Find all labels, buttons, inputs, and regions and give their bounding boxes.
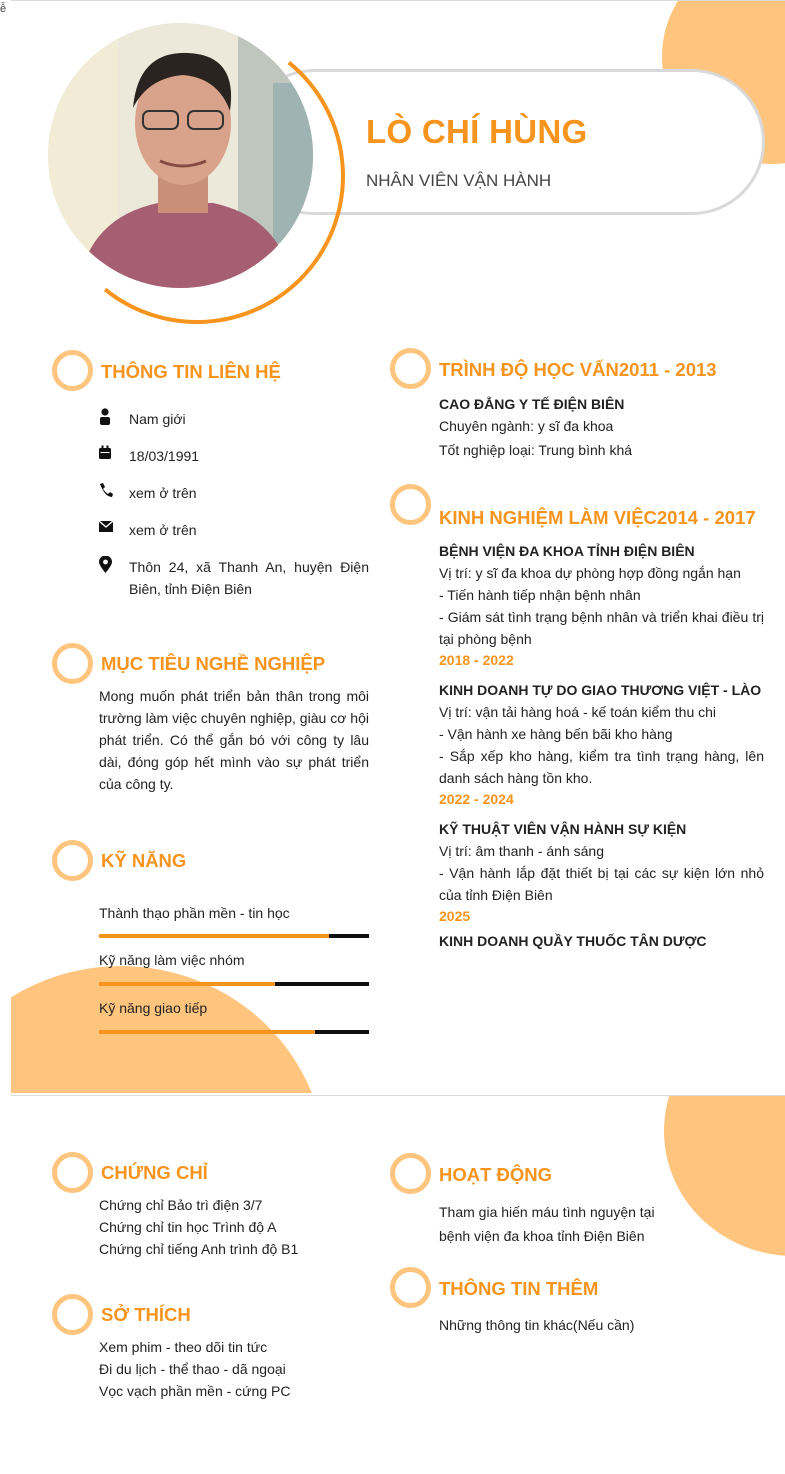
job-duty: - Giám sát tình trạng bệnh nhân và triển khai điều trị tại phòng bệnh (439, 609, 764, 647)
job-duty: - Vận hành xe hàng bến bãi kho hàng (439, 726, 673, 742)
skill-label: Kỹ năng giao tiếp (99, 1000, 208, 1016)
section-ring-icon (390, 484, 431, 525)
certificates-section-title: CHỨNG CHỈ (101, 1162, 208, 1183)
skill-bar (99, 934, 369, 938)
job-company: BỆNH VIỆN ĐA KHOA TỈNH ĐIỆN BIÊN (439, 543, 695, 559)
location-icon (99, 556, 129, 574)
objective-text: Mong muốn phát triển bản thân trong môi trường làm việc chuyên nghiệp, giàu cơ hội phát triển. Có thể gắn bó với công ty lâu dài, đóng góp hết mình vào sự phát triển của công ty. (99, 688, 369, 792)
person-icon (99, 408, 129, 426)
skill-bar-fill (99, 1030, 315, 1034)
contact-text: Thôn 24, xã Thanh An, huyện Điện Biên, tỉnh Điện Biên (129, 559, 369, 597)
skills-section-title: KỸ NĂNG (101, 850, 187, 871)
extra-text: Những thông tin khác(Nếu cần) (439, 1317, 635, 1333)
contact-birthday (99, 445, 369, 467)
stray-character: ễ (0, 3, 7, 15)
skill-label: Thành thạo phần mền - tin học (99, 905, 290, 921)
certificate-item: Chứng chỉ tin học Trình độ A (99, 1219, 277, 1235)
job-period: 2022 - 2024 (439, 791, 514, 807)
section-ring-icon (52, 840, 93, 881)
hobby-item: Xem phim - theo dõi tin tức (99, 1339, 268, 1355)
cv-page-1 (11, 0, 785, 1093)
candidate-job-title: NHÂN VIÊN VẬN HÀNH (366, 171, 552, 190)
decor-blob-right (664, 1095, 785, 1256)
section-ring-icon (52, 1294, 93, 1335)
activities-section-title: HOẠT ĐỘNG (439, 1164, 553, 1185)
profile-photo (48, 23, 313, 288)
hobbies-section-title: SỞ THÍCH (101, 1304, 191, 1325)
job-duty: - Sắp xếp kho hàng, kiểm tra tình trạng hàng, lên danh sách hàng tồn kho. (439, 748, 764, 786)
certificate-item: Chứng chỉ tiếng Anh trình độ B1 (99, 1241, 299, 1257)
phone-icon (99, 482, 129, 500)
calendar-icon (99, 445, 129, 463)
section-ring-icon (52, 643, 93, 684)
cv-page-2 (11, 1095, 785, 1474)
candidate-name: LÒ CHÍ HÙNG (366, 113, 588, 150)
hobby-item: Đi du lịch - thể thao - dã ngoại (99, 1361, 286, 1377)
certificate-item: Chứng chỉ Bảo trì điện 3/7 (99, 1197, 263, 1213)
job-duty: - Vận hành lắp đặt thiết bị tại các sự kiện lớn nhỏ của tỉnh Điện Biên (439, 865, 764, 903)
contact-text: Nam giới (129, 411, 186, 427)
skill-bar-fill (99, 982, 275, 986)
job-duty: - Tiến hành tiếp nhận bệnh nhân (439, 587, 641, 603)
activities-text: Tham gia hiến máu tình nguyện tại bệnh viện đa khoa tỉnh Điện Biên (439, 1204, 655, 1244)
job-company: KINH DOANH TỰ DO GIAO THƯƠNG VIỆT - LÀO (439, 682, 762, 698)
education-section-title: TRÌNH ĐỘ HỌC VẤN2011 - 2013 (439, 359, 717, 380)
contact-gender (99, 408, 369, 430)
education-major: Chuyên ngành: y sĩ đa khoa (439, 418, 614, 434)
job-position: Vị trí: vận tải hàng hoá - kế toán kiểm thu chi (439, 704, 717, 720)
contact-section-title: THÔNG TIN LIÊN HỆ (101, 361, 281, 382)
job-position: Vị trí: âm thanh - ánh sáng (439, 843, 604, 859)
education-grade: Tốt nghiệp loại: Trung bình khá (439, 442, 633, 458)
skill-label: Kỹ năng làm việc nhóm (99, 952, 245, 968)
job-period: 2025 (439, 908, 471, 924)
contact-text: xem ở trên (129, 485, 197, 501)
extra-section-title: THÔNG TIN THÊM (439, 1278, 599, 1299)
job-position: Vị trí: y sĩ đa khoa dự phòng hợp đồng ngắn hạn (439, 565, 741, 581)
hobby-item: Vọc vạch phần mền - cứng PC (99, 1383, 291, 1399)
contact-email (99, 519, 369, 541)
section-ring-icon (390, 348, 431, 389)
skill-bar-fill (99, 934, 329, 938)
job-period: 2018 - 2022 (439, 652, 514, 668)
section-ring-icon (390, 1153, 431, 1194)
contact-text: xem ở trên (129, 522, 197, 538)
experience-section-title: KINH NGHIỆM LÀM VIỆC2014 - 2017 (439, 507, 756, 528)
section-ring-icon (52, 1152, 93, 1193)
section-ring-icon (390, 1267, 431, 1308)
job-company: KINH DOANH QUẦY THUỐC TÂN DƯỢC (439, 933, 707, 949)
skill-bar (99, 982, 369, 986)
mail-icon (99, 519, 129, 537)
education-school: CAO ĐẲNG Y TẾ ĐIỆN BIÊN (439, 396, 625, 412)
section-ring-icon (52, 350, 93, 391)
contact-text: 18/03/1991 (129, 448, 200, 464)
objective-section-title: MỤC TIÊU NGHỀ NGHIỆP (101, 653, 326, 674)
contact-address (99, 556, 369, 600)
skill-bar (99, 1030, 369, 1034)
contact-phone (99, 482, 369, 504)
job-company: KỸ THUẬT VIÊN VẬN HÀNH SỰ KIỆN (439, 821, 687, 837)
